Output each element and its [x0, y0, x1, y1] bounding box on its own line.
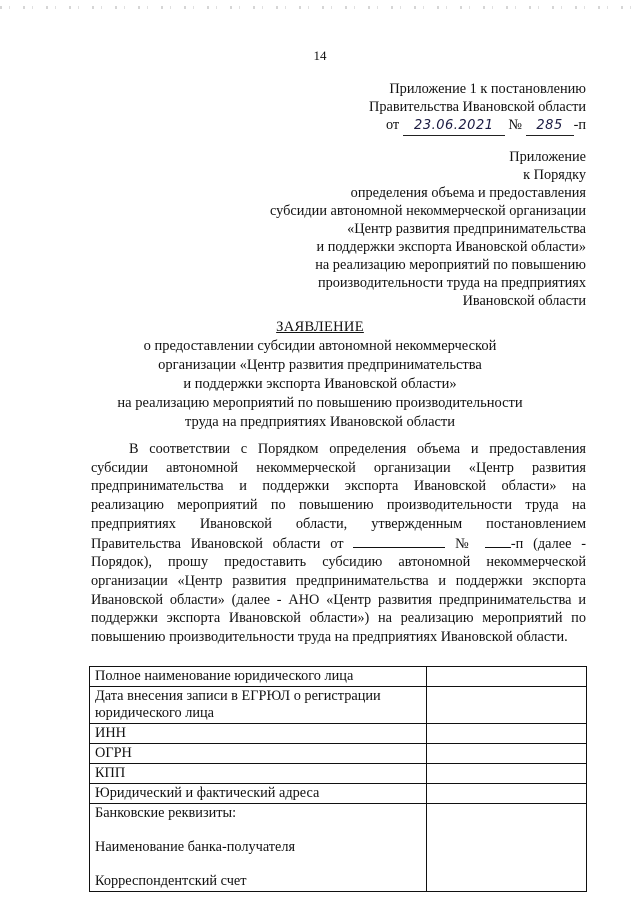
corr-account-label: Корреспондентский счет: [95, 873, 247, 889]
table-row-bank: [90, 804, 587, 892]
table-row: [90, 667, 587, 687]
body-part3: -п (далее - Порядок), прошу предоставить субсидию автономной некоммерческой организации «Центр развития предпринимательства и поддержки экспорта Ивановской области» (далее - АНО «Центр развития предпринимательства и поддержки экспорта Ивановской области») на реализацию мероприятий по повышению производительности труда на предприятиях Ивановской области.: [91, 535, 586, 646]
title-line: и поддержки экспорта Ивановской области»: [183, 376, 457, 392]
page-number: 14: [313, 48, 327, 63]
table-row: [90, 784, 587, 804]
row-label: Юридический и фактический адреса: [90, 784, 427, 804]
body-paragraph: [91, 440, 586, 647]
appendix-2-line: субсидии автономной некоммерческой организации: [270, 203, 586, 219]
appendix-1-line1: Приложение 1 к постановлению: [389, 81, 586, 97]
appendix-2-line: «Центр развития предпринимательства: [347, 221, 586, 237]
row-value-cell[interactable]: [427, 667, 587, 687]
row-value-cell[interactable]: [427, 687, 587, 724]
table-row: [90, 744, 587, 764]
appendix-1-date-line: [369, 116, 586, 136]
row-value-cell[interactable]: [427, 724, 587, 744]
appendix-2-line: к Порядку: [523, 167, 586, 183]
row-value-cell[interactable]: [427, 784, 587, 804]
document-title: [0, 318, 640, 432]
number-label: №: [508, 117, 522, 133]
title-line: труда на предприятиях Ивановской области: [184, 414, 456, 430]
appendix-2-line: Приложение: [509, 149, 586, 165]
row-value-cell[interactable]: [427, 744, 587, 764]
title-line: организации «Центр развития предпринимательства: [158, 357, 482, 373]
table-row: [90, 687, 587, 724]
appendix-2-line: и поддержки экспорта Ивановской области»: [316, 239, 586, 255]
blank-date-field[interactable]: [353, 534, 445, 548]
appendix-2-header: [270, 148, 586, 310]
applicant-info-table: [89, 666, 587, 892]
scan-artifact: [0, 6, 640, 9]
body-part1: В соответствии с Порядком определения объема и предоставления субсидии автономной некоммерческой организации «Центр развития предпринимательства и поддержки экспорта Ивановской области» на реализацию мероприятий по повышению производительности труда на предприятиях Ивановской области, утвержденным постановлением Правительства Ивановской области от: [91, 441, 586, 552]
row-label: Дата внесения записи в ЕГРЮЛ о регистрации юридического лица: [90, 687, 427, 724]
row-label: ОГРН: [90, 744, 427, 764]
bank-name-label: Наименование банка-получателя: [95, 839, 296, 855]
appendix-2-line: на реализацию мероприятий по повышению: [315, 257, 586, 273]
blank-number-field[interactable]: [485, 534, 511, 548]
title-line: о предоставлении субсидии автономной некоммерческой: [143, 338, 497, 354]
appendix-2-line: определения объема и предоставления: [350, 185, 586, 201]
bank-details-value-cell[interactable]: [427, 804, 587, 892]
from-label: от: [385, 117, 400, 133]
bank-header: Банковские реквизиты:: [95, 805, 237, 821]
appendix-1-header: [369, 80, 586, 136]
row-label: Полное наименование юридического лица: [90, 667, 427, 687]
handwritten-date: 23.06.2021: [403, 117, 505, 136]
appendix-2-line: производительности труда на предприятиях: [317, 275, 586, 291]
row-label: КПП: [90, 764, 427, 784]
appendix-2-line: Ивановской области: [462, 293, 586, 309]
table-row: [90, 764, 587, 784]
title-line: на реализацию мероприятий по повышению производительности: [117, 395, 523, 411]
row-label: ИНН: [90, 724, 427, 744]
appendix-1-line2: Правительства Ивановской области: [369, 99, 586, 115]
number-suffix: -п: [573, 117, 586, 133]
handwritten-number: 285: [526, 117, 574, 136]
table-row: [90, 724, 587, 744]
row-value-cell[interactable]: [427, 764, 587, 784]
bank-details-label: [90, 804, 427, 892]
title-heading: ЗАЯВЛЕНИЕ: [276, 319, 364, 335]
body-part2: №: [455, 535, 476, 552]
